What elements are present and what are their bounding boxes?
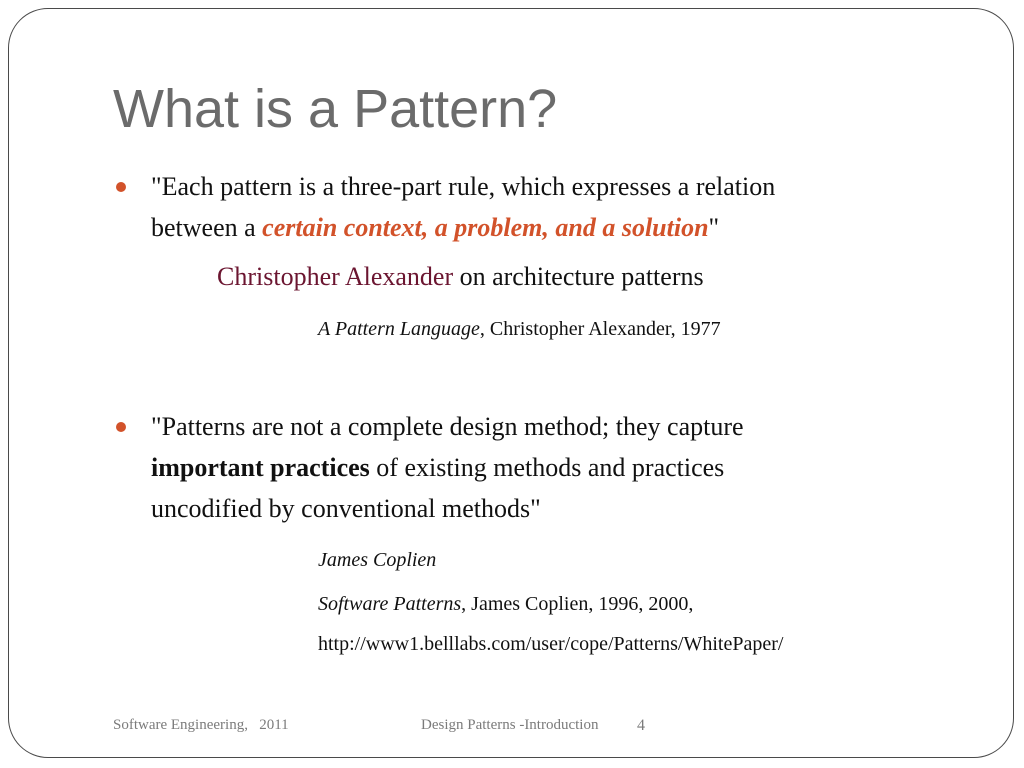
bullet-1-line-2-prefix: between a bbox=[151, 213, 263, 242]
bullet-1-line-2-suffix: " bbox=[708, 213, 720, 242]
page-number: 4 bbox=[637, 717, 645, 734]
attribution-name: Christopher Alexander bbox=[217, 262, 454, 291]
bullet-2-line-1: "Patterns are not a complete design method; they capture bbox=[151, 412, 744, 441]
footer-left: Software Engineering, 2011 bbox=[113, 717, 289, 733]
bullet-1-source-rest: , Christopher Alexander, 1977 bbox=[479, 318, 721, 340]
bullet-2-line-3: uncodified by conventional methods" bbox=[151, 494, 541, 523]
bullet-2-url: http://www1.belllabs.com/user/cope/Patterns/WhitePaper/ bbox=[318, 633, 784, 655]
bullet-2-source-title: Software Patterns bbox=[318, 593, 462, 615]
bullet-1-attribution bbox=[217, 262, 704, 292]
bullet-2-marker bbox=[116, 422, 126, 432]
attribution-rest: on architecture patterns bbox=[453, 262, 704, 291]
bullet-2-author: James Coplien bbox=[318, 549, 437, 571]
bullet-1-line-1: "Each pattern is a three-part rule, which expresses a relation bbox=[151, 172, 776, 201]
bullet-1-line-2 bbox=[151, 207, 951, 248]
bullet-2-source-rest: , James Coplien, 1996, 2000, bbox=[461, 593, 694, 615]
bullet-2-quote bbox=[151, 406, 951, 529]
slide-title: What is a Pattern? bbox=[113, 79, 558, 139]
bullet-2-line-2 bbox=[151, 447, 951, 488]
bullet-1-emphasis: certain context, a problem, and a solution bbox=[262, 213, 709, 242]
bullet-2-bold: important practices bbox=[151, 453, 370, 482]
bullet-1-source bbox=[318, 318, 721, 341]
bullet-2-source bbox=[318, 593, 693, 616]
bullet-1-source-title: A Pattern Language bbox=[318, 318, 480, 340]
bullet-2-line-2-rest: of existing methods and practices bbox=[369, 453, 725, 482]
bullet-1-quote bbox=[151, 166, 951, 248]
footer-center: Design Patterns -Introduction bbox=[421, 717, 599, 733]
bullet-1-marker bbox=[116, 182, 126, 192]
